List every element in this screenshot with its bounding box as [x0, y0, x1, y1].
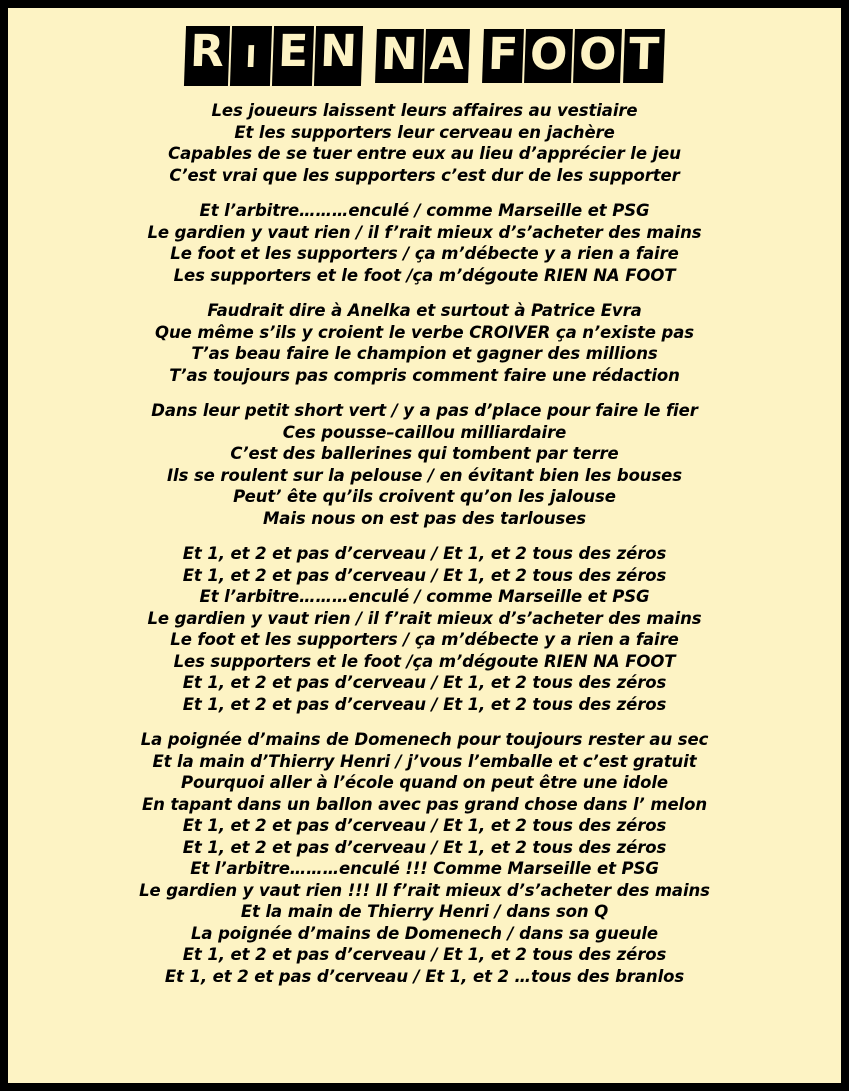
stanza: [20, 200, 829, 286]
lyric-line: Et la main de Thierry Henri / dans son Q: [240, 902, 609, 921]
title-char: N: [375, 29, 424, 83]
title-char: R: [184, 26, 230, 86]
title-char: I: [230, 26, 272, 86]
lyric-line: Et 1, et 2 et pas d’cerveau / Et 1, et 2 tous des zéros: [182, 837, 667, 857]
lyric-line: Et 1, et 2 et pas d’cerveau / Et 1, et 2 tous des zéros: [182, 544, 667, 563]
lyrics-body: [20, 100, 829, 987]
stanza: [20, 400, 829, 529]
title-char: T: [623, 29, 665, 83]
lyric-line: Faudrait dire à Anelka et surtout à Patrice Evra: [207, 301, 642, 320]
lyric-line: Dans leur petit short vert / y a pas d’place pour faire le fier: [151, 401, 698, 420]
lyric-line: La poignée d’mains de Domenech pour toujours rester au sec: [140, 730, 709, 749]
lyric-line: Pourquoi aller à l’école quand on peut être une idole: [181, 773, 668, 792]
lyric-line: Que même s’ils y croient le verbe CROIVER ça n’existe pas: [155, 322, 694, 342]
poster-title: [20, 26, 829, 86]
lyric-line: Le foot et les supporters / ça m’débecte y a rien a faire: [170, 244, 679, 263]
lyric-line: La poignée d’mains de Domenech / dans sa gueule: [191, 923, 658, 943]
lyric-line: Le gardien y vaut rien / il f’rait mieux d’s’acheter des mains: [147, 608, 702, 628]
lyric-line: T’as toujours pas compris comment faire une rédaction: [169, 365, 680, 385]
lyric-line: Le gardien y vaut rien / il f’rait mieux d’s’acheter des mains: [147, 222, 702, 242]
lyric-line: Les supporters et le foot /ça m’dégoute RIEN NA FOOT: [173, 651, 676, 671]
lyric-line: Et la main d’Thierry Henri / j’vous l’emballe et c’est gratuit: [152, 751, 697, 771]
lyric-line: Et 1, et 2 et pas d’cerveau / Et 1, et 2 tous des zéros: [182, 565, 667, 585]
lyric-line: C’est vrai que les supporters c’est dur de les supporter: [169, 165, 680, 185]
lyric-line: Et 1, et 2 et pas d’cerveau / Et 1, et 2 tous des zéros: [182, 694, 667, 714]
lyric-line: Le foot et les supporters / ça m’débecte y a rien a faire: [170, 630, 679, 649]
lyric-line: Ils se roulent sur la pelouse / en évitant bien les bouses: [167, 465, 682, 485]
stanza: [20, 543, 829, 715]
title-word-rien: [185, 26, 362, 86]
lyric-line: Et l’arbitre………enculé !!! Comme Marseille et PSG: [190, 859, 659, 878]
title-char: A: [424, 29, 470, 83]
lyric-line: Et l’arbitre………enculé / comme Marseille et PSG: [199, 587, 650, 606]
title-char: E: [272, 26, 314, 86]
lyric-line: C’est des ballerines qui tombent par terre: [230, 444, 619, 463]
lyric-line: Et 1, et 2 et pas d’cerveau / Et 1, et 2 tous des zéros: [182, 673, 667, 692]
lyric-line: T’as beau faire le champion et gagner des millions: [191, 344, 658, 363]
title-char: F: [482, 29, 524, 83]
lyric-line: Et 1, et 2 et pas d’cerveau / Et 1, et 2 tous des zéros: [182, 816, 667, 835]
title-letters: [185, 26, 664, 86]
lyric-line: Ces pousse–caillou milliardaire: [282, 422, 567, 442]
lyric-line: Et 1, et 2 et pas d’cerveau / Et 1, et 2 tous des zéros: [182, 945, 667, 964]
lyric-line: Mais nous on est pas des tarlouses: [262, 508, 587, 528]
lyrics-sheet: [8, 8, 841, 1083]
lyric-line: Et l’arbitre………enculé / comme Marseille et PSG: [199, 201, 650, 220]
lyric-line: Et les supporters leur cerveau en jachère: [234, 122, 615, 142]
lyric-line: Les joueurs laissent leurs affaires au vestiaire: [211, 101, 638, 120]
title-char: N: [314, 26, 363, 86]
title-char: O: [573, 29, 622, 83]
lyric-line: Les supporters et le foot /ça m’dégoute RIEN NA FOOT: [173, 265, 676, 285]
lyric-line: En tapant dans un ballon avec pas grand chose dans l’ melon: [142, 794, 707, 814]
title-word-foot: [483, 29, 664, 83]
stanza: [20, 729, 829, 987]
lyric-line: Et 1, et 2 et pas d’cerveau / Et 1, et 2 …tous des branlos: [164, 966, 685, 986]
title-char: O: [524, 29, 573, 83]
stanza: [20, 100, 829, 186]
title-word-na: [376, 29, 469, 83]
lyric-line: Peut’ ête qu’ils croivent qu’on les jalouse: [233, 487, 616, 506]
lyric-line: Le gardien y vaut rien !!! Il f’rait mieux d’s’acheter des mains: [139, 880, 710, 900]
stanza: [20, 300, 829, 386]
lyric-line: Capables de se tuer entre eux au lieu d’apprécier le jeu: [168, 144, 681, 163]
